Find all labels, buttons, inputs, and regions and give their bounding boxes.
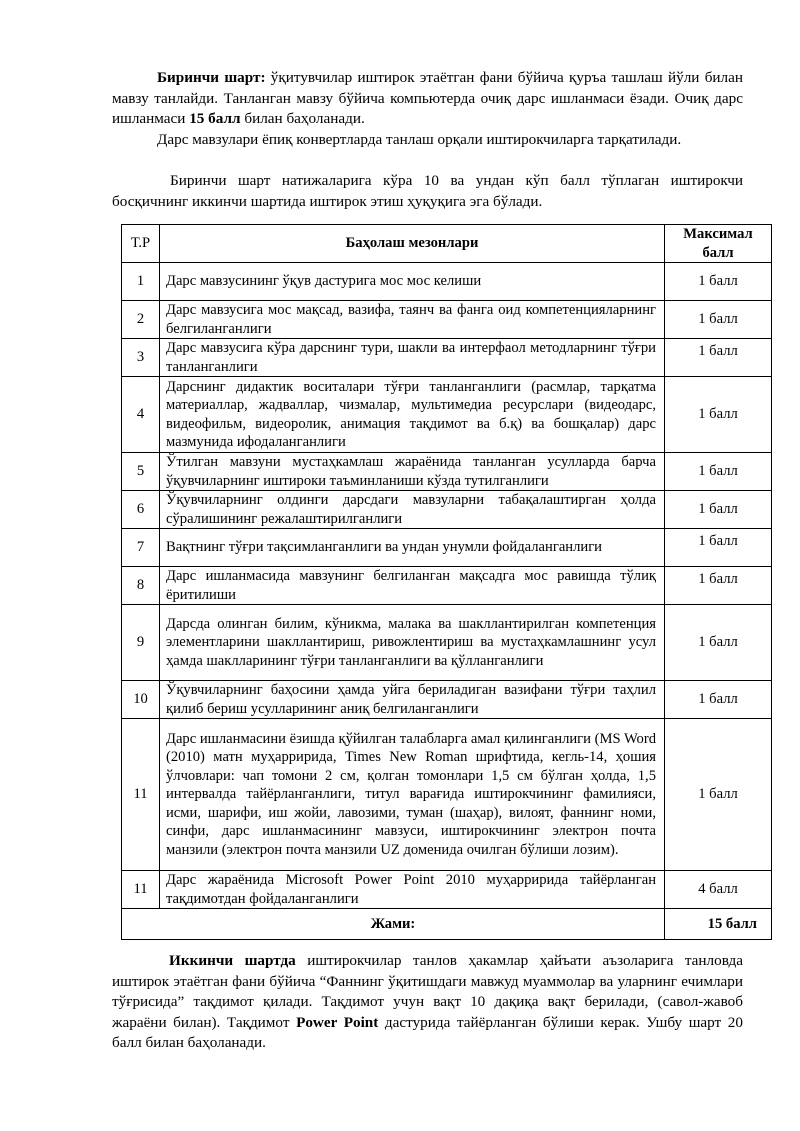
row-points: 1 балл [665,453,772,491]
row-number: 7 [122,529,160,567]
row-criterion: Дарсда олинган билим, кўникма, малака ва шакллантирилган компетенция элементларини шакллантириш, ривожлентириш ва мустаҳкамлашнинг усул ҳамда шаклларининг тўғри танланганлиги ва қўлланганлиги [160,605,665,681]
row-criterion: Дарс жараёнида Microsoft Power Point 2010 муҳарририда тайёрланган тақдимотдан фойдаланганлиги [160,871,665,909]
table-row [122,263,772,301]
row-points: 1 балл [665,567,772,605]
first-condition-label: Биринчи шарт: [157,69,266,86]
row-points: 1 балл [665,339,772,377]
row-points: 1 балл [665,377,772,453]
row-criterion: Ўтилган мавзуни мустаҳкамлаш жараёнида танланган усулларда барча ўқувчиларнинг иштироки таъминланиши кўзда тутилганлиги [160,453,665,491]
row-number: 3 [122,339,160,377]
table-row [122,681,772,719]
table-row [122,529,772,567]
row-criterion: Дарс мавзусига кўра дарснинг тури, шакли ва интерфаол методларнинг тўғри танланганлиги [160,339,665,377]
row-criterion: Ўқувчиларнинг баҳосини ҳамда уйга бериладиган вазифани тўғри таҳлил қилиб бериш усулларининг аниқ белгиланганлиги [160,681,665,719]
table-row [122,719,772,871]
header-criteria: Баҳолаш мезонлари [160,225,665,263]
table-row [122,491,772,529]
row-points: 1 балл [665,529,772,567]
row-number: 4 [122,377,160,453]
row-number: 11 [122,871,160,909]
total-row [122,909,772,940]
total-label: Жами: [122,909,665,940]
total-value: 15 балл [665,909,772,940]
row-points: 1 балл [665,263,772,301]
second-condition-label: Иккинчи шартда [169,952,296,969]
table-row [122,567,772,605]
row-points: 1 балл [665,681,772,719]
power-point-label: Power Point [296,1013,379,1031]
second-condition-paragraph [112,951,743,1054]
first-condition-text-end: билан баҳоланади. [240,110,365,127]
row-points: 1 балл [665,719,772,871]
row-criterion: Вақтнинг тўғри тақсимланганлиги ва ундан унумли фойдаланганлиги [160,529,665,567]
row-number: 5 [122,453,160,491]
row-number: 2 [122,301,160,339]
qualification-paragraph: Биринчи шарт натижаларига кўра 10 ва ундан кўп балл тўплаган иштирокчи босқичнинг иккинчи шартида иштирок этиш ҳуқуқига эга бўлади. [112,172,743,210]
row-criterion: Дарснинг дидактик воситалари тўғри танланганлиги (расмлар, тарқатма материаллар, жадваллар, чизмалар, мультимедиа ресурслари (видеодарс, видеофильм, видеоролик, анимация тақдимот ва б.қ) ва бошқалар) дарс мазмунида ифодаланганлиги [160,377,665,453]
row-number: 6 [122,491,160,529]
table-row [122,339,772,377]
table-row [122,301,772,339]
criteria-table [121,224,772,940]
row-criterion: Дарс мавзусига мос мақсад, вазифа, таянч ва фанга оид компетенцияларнинг белгиланганлиги [160,301,665,339]
first-condition-score: 15 балл [189,110,241,127]
second-condition-text: иштирокчилар танлов ҳакамлар ҳайъати аъзоларига танловда иштирок этаётган фани бўйича “Фаннинг ўқитишдаги мавжуд муаммолар ва уларнинг ечимлари тўғрисида” тақдимот қилади. Тақдимот учун вақт 10 дақиқа вақт берилади, (савол-жавоб жараёни билан). Тақдимот [112,952,743,1031]
row-number: 1 [122,263,160,301]
row-criterion: Дарс мавзусининг ўқув дастурига мос мос келиши [160,263,665,301]
table-row [122,605,772,681]
second-condition-text-end: дастурида тайёрланган бўлиши керак. Ушбу шарт 20 балл билан баҳоланади. [112,1013,743,1051]
row-criterion: Дарс ишланмасини ёзишда қўйилган талабларга амал қилинганлиги (MS Word (2010) матн муҳарририда, Times New Roman шрифтида, кегль-14, ҳошия ўлчовлари: чап томони 2 см, қолган томонлари 1,5 см бўлган ҳолда, 1,5 интервалда тайёрланганлиги, титул варағида иштирокчининг фамилияси, исми, шарифи, иш жойи, лавозими, туман (шаҳар), вилоят, фаннинг номи, синфи, дарс ишланмасининг мавзуси, иштирокчининг электрон почта манзили (электрон почта манзили UZ доменида очилган бўлиши лозим). [160,719,665,871]
row-points: 1 балл [665,605,772,681]
topics-distribution-paragraph: Дарс мавзулари ёпиқ конвертларда танлаш орқали иштирокчиларга тарқатилади. [157,131,682,148]
table-header-row [122,225,772,263]
row-number: 11 [122,719,160,871]
header-max-score: Максимал балл [665,225,772,263]
first-condition-paragraph [112,68,743,130]
row-points: 4 балл [665,871,772,909]
row-criterion: Ўқувчиларнинг олдинги дарсдаги мавзуларни табақалаштирган ҳолда сўралишининг режалаштирилганлиги [160,491,665,529]
row-points: 1 балл [665,301,772,339]
table-row [122,453,772,491]
row-points: 1 балл [665,491,772,529]
table-row [122,871,772,909]
table-row [122,377,772,453]
first-condition-text: ўқитувчилар иштирок этаётган фани бўйича қуръа ташлаш йўли билан мавзу танлайди. Танланган мавзу бўйича компьютерда очиқ дарс ишланмаси ёзади. Очиқ дарс ишланмаси [112,69,743,127]
row-number: 9 [122,605,160,681]
row-number: 8 [122,567,160,605]
row-criterion: Дарс ишланмасида мавзунинг белгиланган мақсадга мос равишда тўлиқ ёритилиши [160,567,665,605]
header-number: Т.Р [122,225,160,263]
row-number: 10 [122,681,160,719]
